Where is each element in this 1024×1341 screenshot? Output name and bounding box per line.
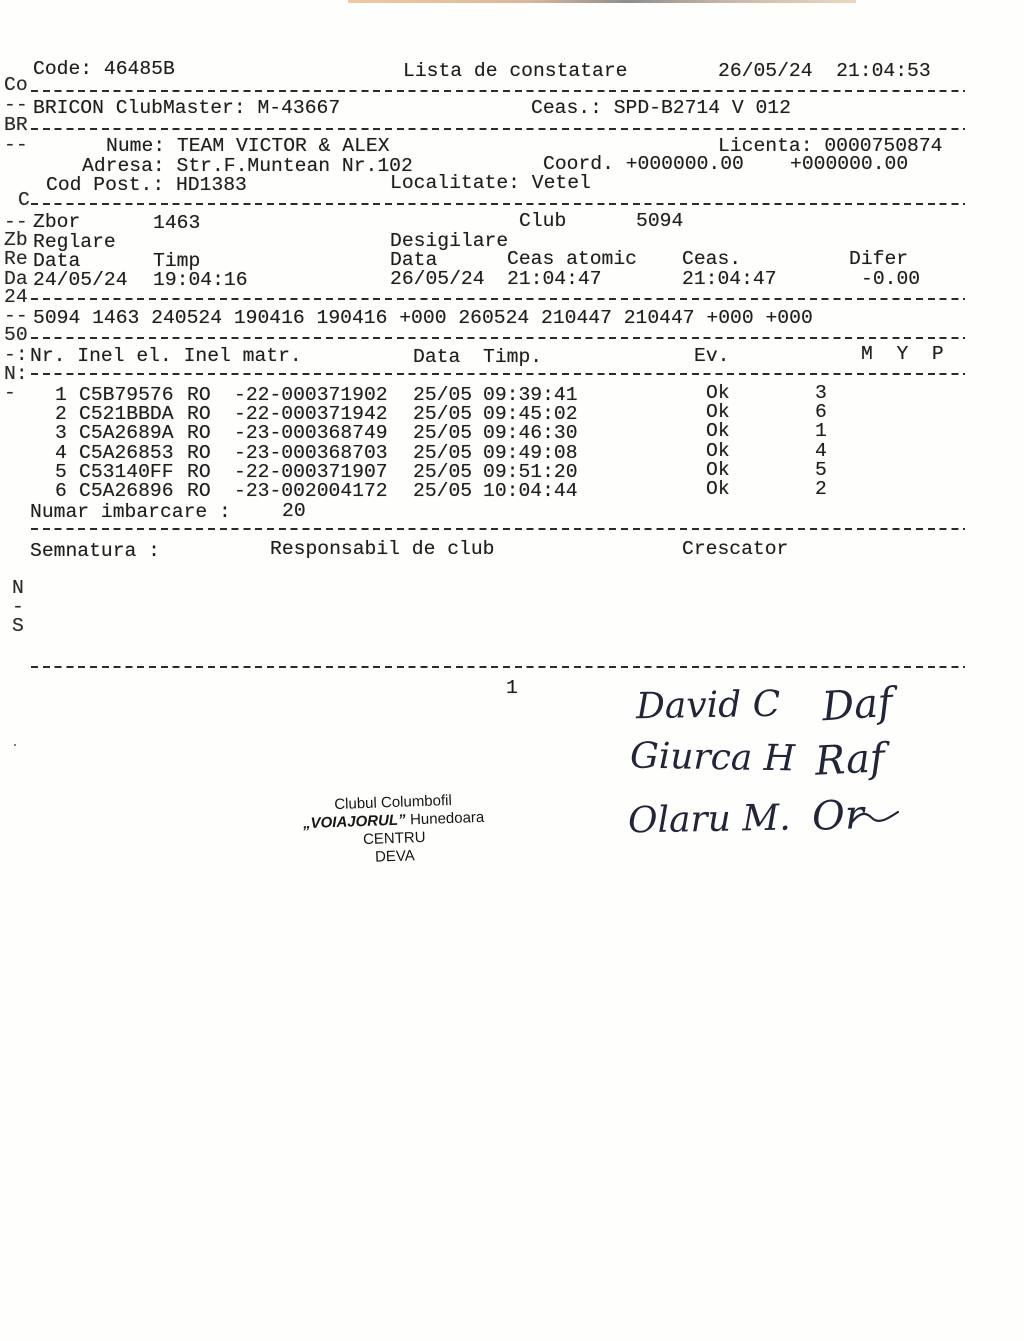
table-row [0,382,1024,406]
desigilare-date-label: Data [390,249,438,271]
table-row [0,478,1024,502]
arrival-time: 09:45:02 [483,403,578,426]
column-header-date: Data [413,346,461,368]
arrival-time: 09:51:20 [483,460,578,483]
flight-value: 1463 [153,212,201,234]
row-number: 2 [55,403,67,426]
table-row [0,458,1024,483]
margin-fragment: -- [4,134,28,156]
handwritten-name: Giurca H [629,735,796,780]
print-datetime [718,61,931,81]
boarding-label: Numar imbarcare : [30,501,231,523]
margin-fragment: Co [4,74,28,96]
margin-fragment: S [12,615,24,637]
difference-value: -0.00 [861,268,921,290]
dashed-separator [31,337,965,339]
breeder-label: Crescator [682,538,789,560]
arrival-time: 09:46:30 [483,422,578,445]
address-value: Str.F.Muntean Nr.102 [176,155,413,177]
country-code: RO [187,384,211,406]
reglare-time: 19:04:16 [153,269,248,291]
document-title: Lista de constatare [403,60,628,82]
position-number: 3 [815,382,827,404]
handwritten-signature: Daf [820,679,895,731]
code-value: 46485B [103,58,175,80]
column-header-myp: M Y P [861,343,944,365]
margin-fragment: 24 [4,286,28,308]
row-number: 1 [55,384,67,406]
electronic-ring: C5A2689A [79,422,174,445]
fancier-name-value: TEAM VICTOR & ALEX [176,135,390,157]
position-number: 4 [815,439,827,462]
table-row [0,401,1024,426]
column-header-time: Timp. [483,346,543,368]
row-number: 6 [55,480,67,502]
clock-label: Ceas.: [531,97,602,119]
arrival-date: 25/05 [413,422,473,445]
handwritten-name: David C [635,683,781,728]
flight-label: Zbor [33,211,81,233]
margin-fragment: C [18,189,30,211]
position-number: 6 [815,401,827,424]
country-code: RO [187,422,211,445]
reglare-title: Reglare [33,231,116,253]
margin-fragments [0,0,30,700]
clubmaster-field [33,98,340,118]
margin-fragment: -- [4,305,28,327]
arrival-time: 10:04:44 [483,480,578,502]
address-field [82,156,413,176]
arrival-date: 25/05 [413,403,473,426]
margin-fragment: -- [4,94,28,116]
locality-label: Localitate: [390,172,520,194]
difference-label: Difer [849,248,909,270]
signature-label: Semnatura : [30,540,160,562]
stamp-club-name: „VOIAJORUL” [302,811,406,833]
atomic-clock-label: Ceas atomic [507,248,637,270]
dashed-separator [31,128,965,130]
reglare-date: 24/05/24 [33,269,128,291]
desigilare-title: Desigilare [390,230,509,252]
position-number: 1 [815,420,827,443]
code-field [33,59,175,79]
electronic-ring: C5A26896 [79,480,174,502]
electronic-ring: C521BBDA [79,403,174,426]
atomic-clock-time: 21:04:47 [507,268,602,290]
boarding-count: 20 [282,500,306,522]
electronic-ring: C5A26853 [79,441,174,464]
arrival-time: 09:49:08 [483,441,578,464]
dashed-separator [31,528,965,530]
scan-edge-artifact [348,0,856,3]
margin-fragment: Zb [4,229,28,251]
page-number: 1 [506,677,518,699]
table-row [0,420,1024,445]
signature-flourish [850,800,900,830]
arrival-date: 25/05 [413,384,473,406]
fancier-name-field [106,136,390,156]
clock-time-label: Ceas. [682,248,742,270]
clock-field [531,98,791,118]
postcode-label: Cod Post.: [46,174,165,196]
electronic-ring: C5B79576 [79,384,174,406]
arrival-date: 25/05 [413,480,473,502]
registration-ring: -22-000371907 [234,460,388,483]
dashed-separator [31,90,965,92]
clock-value: SPD-B2714 V 012 [613,97,791,119]
margin-fragment: BR [4,114,28,136]
arrival-date: 25/05 [413,441,473,464]
country-code: RO [187,460,211,483]
club-label: Club [519,210,567,232]
row-number: 4 [55,441,67,464]
arrival-time: 09:39:41 [483,384,578,406]
postcode-value: HD1383 [175,174,247,196]
event-status: Ok [706,401,730,424]
scan-speck [14,744,16,746]
stamp-line-club: Clubul Columbofil [333,791,453,814]
reglare-date-label: Data [33,250,81,272]
event-status: Ok [706,478,730,500]
stamp-line-town: DEVA [374,847,416,866]
registration-ring: -22-000371942 [234,403,388,426]
handwritten-signature: Or [811,792,865,840]
country-code: RO [187,480,211,502]
coord-value-1: +000000.00 [625,153,744,175]
license-label: Licenta: [718,135,813,157]
handwritten-signature: Raf [813,735,886,785]
dashed-separator [31,666,965,668]
margin-fragment: -: [4,344,28,366]
country-code: RO [187,403,211,426]
event-status: Ok [706,382,730,404]
reglare-time-label: Timp [153,250,201,272]
margin-fragment: N: [4,363,28,385]
margin-fragment: - [4,382,16,404]
column-header-rings: Nr. Inel el. Inel matr. [30,345,302,367]
arrival-date: 25/05 [413,460,473,483]
print-date: 26/05/24 [718,60,813,82]
electronic-ring: C53140FF [79,460,174,483]
address-label: Adresa: [82,155,165,177]
print-time: 21:04:53 [836,60,931,82]
club-responsible-label: Responsabil de club [270,538,495,560]
coord-label: Coord. [543,153,614,175]
table-row [0,439,1024,464]
dashed-separator [31,298,965,300]
dashed-separator [31,203,965,205]
row-number: 5 [55,460,67,483]
event-status: Ok [706,420,730,443]
margin-fragment: 50 [4,324,28,346]
locality-value: Vetel [531,172,591,194]
margin-fragment: - [12,596,24,618]
registration-ring: -23-002004172 [234,480,388,502]
fancier-name-label: Nume: [106,135,166,157]
margin-fragment: N [12,577,24,599]
code-label: Code: [33,58,93,80]
row-number: 3 [55,422,67,445]
stamp-line-centre: CENTRU [362,828,426,849]
summary-code-line: 5094 1463 240524 190416 190416 +000 260524 210447 210447 +000 +000 [33,307,813,329]
postcode-field [46,175,247,195]
position-number: 2 [815,478,827,500]
position-number: 5 [815,458,827,481]
margin-fragment: Re [4,248,28,270]
clock-time: 21:04:47 [682,268,777,290]
event-status: Ok [706,439,730,462]
clubmaster-value: M-43667 [257,97,341,119]
handwritten-name: Olaru M. [627,797,791,842]
club-stamp [283,790,505,870]
column-header-event: Ev. [694,345,730,367]
stamp-city: Hunedoara [409,808,485,829]
clubmaster-label: BRICON ClubMaster: [33,97,246,119]
coord-value-2: +000000.00 [790,153,909,175]
event-status: Ok [706,458,730,481]
registration-ring: -22-000371902 [234,384,388,406]
locality-field [390,173,591,193]
registration-ring: -23-000368749 [234,422,388,445]
coord-field [543,154,744,174]
registration-ring: -23-000368703 [234,441,388,464]
desigilare-date: 26/05/24 [390,268,485,290]
margin-fragment: Da [4,268,28,290]
country-code: RO [187,441,211,464]
dashed-separator [31,373,965,375]
license-value: 0000750874 [824,135,943,157]
margin-fragment: -- [4,211,28,233]
club-value: 5094 [636,210,684,232]
